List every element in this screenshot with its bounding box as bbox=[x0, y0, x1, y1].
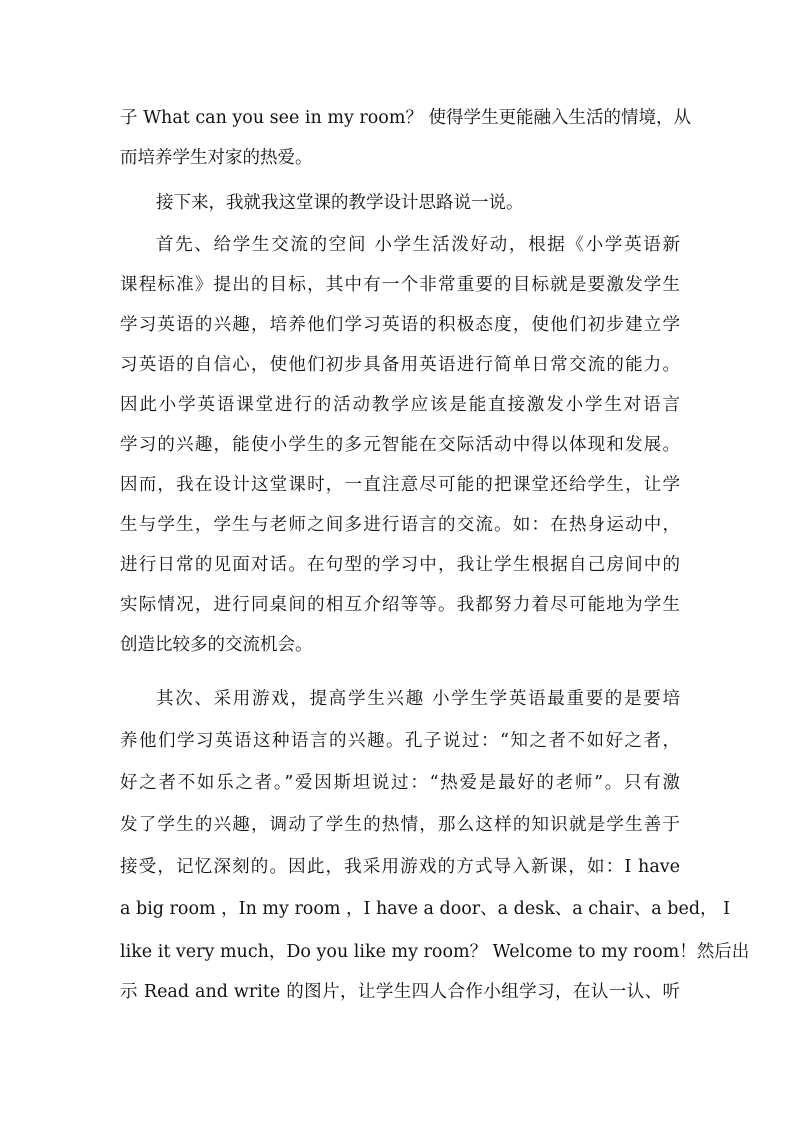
text-line: 实际情况，进行同桌间的相互介绍等等。我都努力着尽可能地为学生 bbox=[120, 595, 680, 615]
text-line: 生与学生，学生与老师之间多进行语言的交流。如：在热身运动中， bbox=[120, 515, 680, 535]
text-line: 学习英语的兴趣，培养他们学习英语的积极态度，使他们初步建立学 bbox=[120, 315, 680, 335]
text-line: 好之者不如乐之者。”爱因斯坦说过：“热爱是最好的老师”。只有激 bbox=[120, 773, 680, 793]
text-line: like it very much，Do you like my room？ Welcome to my room！然后出 bbox=[120, 942, 750, 962]
text-line: 习英语的自信心，使他们初步具备用英语进行简单日常交流的能力。 bbox=[120, 355, 680, 375]
text-line: 示 Read and write 的图片，让学生四人合作小组学习，在认一认、听 bbox=[120, 982, 680, 1002]
text-line: 发了学生的兴趣，调动了学生的热情，那么这样的知识就是学生善于 bbox=[120, 815, 680, 835]
text-line: a big room ，In my room ，I have a door、a desk、a chair、a bed， I bbox=[120, 899, 730, 919]
text-line: 进行日常的见面对话。在句型的学习中，我让学生根据自己房间中的 bbox=[120, 555, 680, 575]
text-line: 学习的兴趣，能使小学生的多元智能在交际活动中得以体现和发展。 bbox=[120, 435, 680, 455]
text-line: 而培养学生对家的热爱。 bbox=[120, 148, 313, 168]
text-line: 其次、采用游戏，提高学生兴趣 小学生学英语最重要的是要培 bbox=[156, 689, 680, 709]
text-line: 接受，记忆深刻的。因此，我采用游戏的方式导入新课，如：I have bbox=[120, 857, 680, 877]
text-line: 子 What can you see in my room？ 使得学生更能融入生活的情境，从 bbox=[120, 108, 691, 128]
text-line: 因而，我在设计这堂课时，一直注意尽可能的把课堂还给学生，让学 bbox=[120, 475, 680, 495]
text-line: 因此小学英语课堂进行的活动教学应该是能直接激发小学生对语言 bbox=[120, 395, 680, 415]
text-line: 创造比较多的交流机会。 bbox=[120, 635, 313, 655]
text-line: 首先、给学生交流的空间 小学生活泼好动，根据《小学英语新 bbox=[156, 235, 680, 255]
text-line: 接下来，我就我这堂课的教学设计思路说一说。 bbox=[156, 193, 524, 213]
text-line: 养他们学习英语这种语言的兴趣。孔子说过：“知之者不如好之者， bbox=[120, 731, 680, 751]
text-line: 课程标准》提出的目标，其中有一个非常重要的目标就是要激发学生 bbox=[120, 275, 680, 295]
